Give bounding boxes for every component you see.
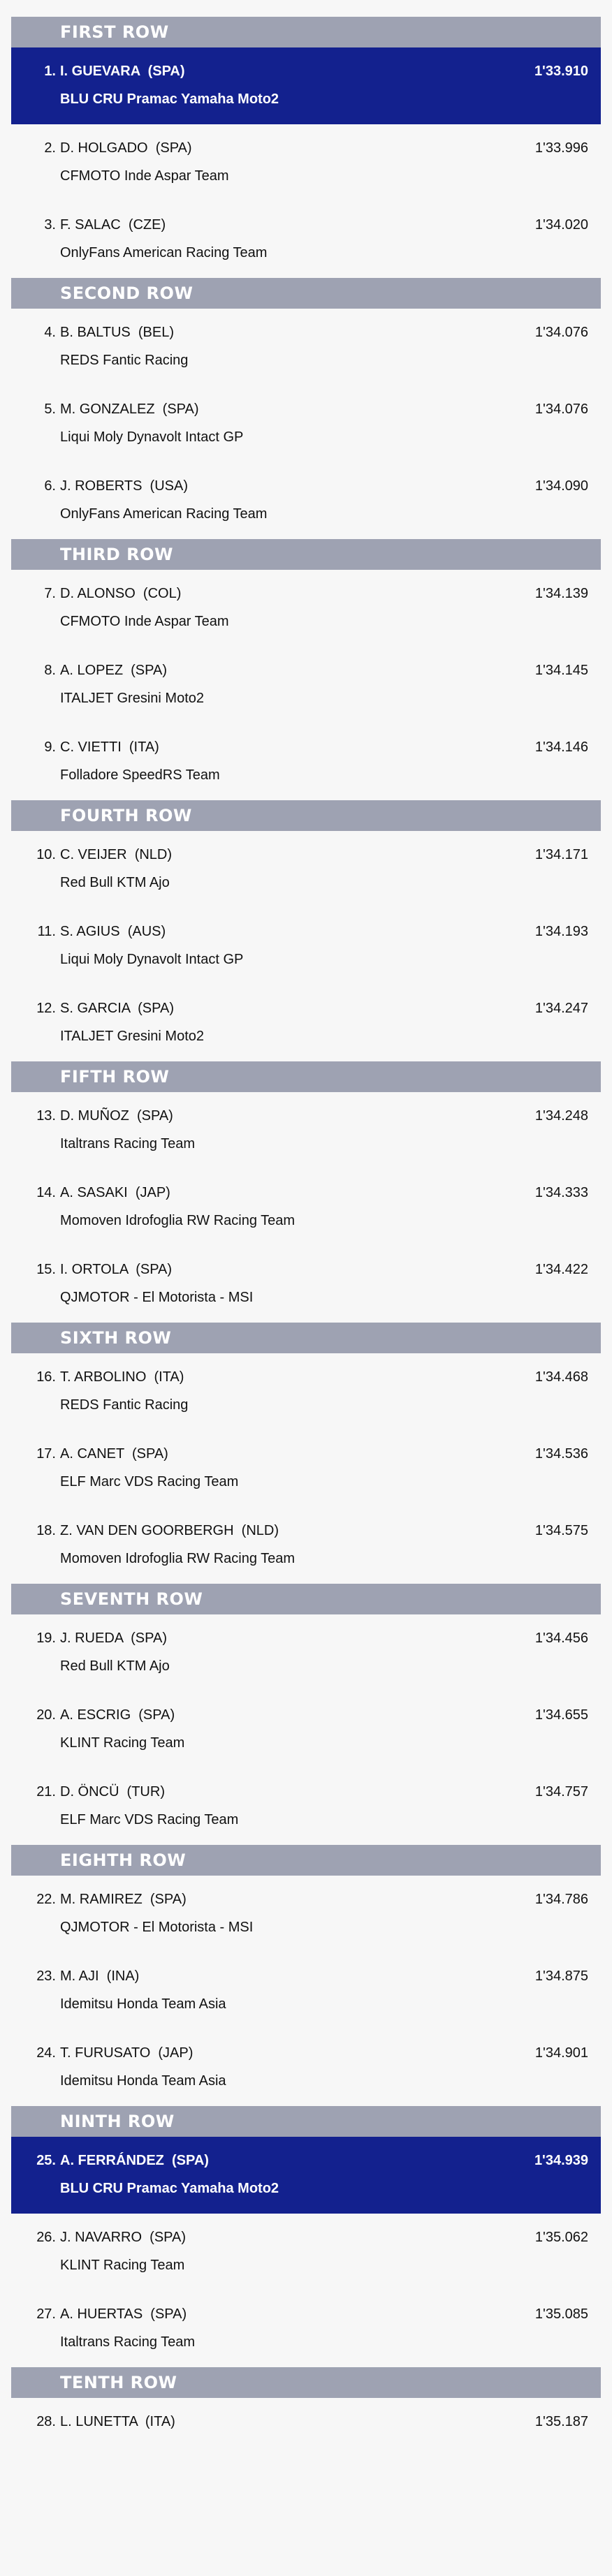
rider-entry [11, 831, 601, 908]
rider-team: CFMOTO Inde Aspar Team [60, 614, 229, 629]
rider-team: Italtrans Racing Team [60, 1136, 196, 1151]
rider-name: A. FERRÁNDEZ (SPA) [60, 2153, 209, 2168]
grid-row-group [0, 1061, 612, 1323]
grid-row-group [0, 1845, 612, 2106]
rider-name: M. GONZALEZ (SPA) [60, 402, 199, 417]
rider-lap-time: 1'34.575 [534, 1523, 588, 1538]
rider-entry [11, 1169, 601, 1246]
rider-entry [11, 1353, 601, 1430]
rider-entry [11, 201, 601, 278]
rider-position: 2. [44, 140, 56, 156]
rider-name: S. AGIUS (AUS) [60, 924, 166, 939]
rider-position: 5. [44, 402, 56, 417]
rider-position: 4. [44, 325, 56, 340]
rider-position: 6. [44, 478, 56, 494]
rider-team: REDS Fantic Racing [60, 1397, 189, 1413]
rider-team: Folladore SpeedRS Team [60, 767, 220, 783]
rider-team: CFMOTO Inde Aspar Team [60, 168, 229, 184]
rider-lap-time: 1'33.910 [534, 64, 588, 79]
rider-name: A. ESCRIG (SPA) [60, 1707, 175, 1723]
rider-lap-time: 1'33.996 [534, 140, 588, 156]
rider-position: 23. [36, 1968, 56, 1984]
rider-position: 11. [37, 924, 56, 939]
rider-team: OnlyFans American Racing Team [60, 245, 268, 260]
rider-team: KLINT Racing Team [60, 1735, 185, 1751]
rider-entry [11, 1507, 601, 1584]
rider-lap-time: 1'34.939 [534, 2153, 588, 2168]
rider-team: KLINT Racing Team [60, 2258, 185, 2273]
rider-entry [11, 1768, 601, 1845]
rider-position: 9. [44, 739, 56, 755]
grid-row-group [0, 1584, 612, 1845]
rider-position: 8. [44, 663, 56, 678]
rider-lap-time: 1'35.062 [534, 2230, 588, 2245]
rider-position: 3. [44, 217, 56, 233]
rider-entry [11, 1092, 601, 1169]
rider-team: Liqui Moly Dynavolt Intact GP [60, 952, 244, 967]
rider-name: A. LOPEZ (SPA) [60, 663, 167, 678]
grid-row-header: FOURTH ROW [11, 800, 601, 831]
rider-name: Z. VAN DEN GOORBERGH (NLD) [60, 1523, 279, 1538]
rider-name: B. BALTUS (BEL) [60, 325, 175, 340]
rider-position: 15. [36, 1262, 56, 1277]
rider-name: L. LUNETTA (ITA) [60, 2414, 175, 2429]
rider-name: C. VEIJER (NLD) [60, 847, 173, 862]
rider-name: A. HUERTAS (SPA) [60, 2306, 187, 2322]
rider-entry [11, 462, 601, 539]
rider-position: 28. [36, 2414, 56, 2429]
rider-position: 21. [36, 1784, 56, 1799]
grid-row-header: TENTH ROW [11, 2367, 601, 2398]
rider-lap-time: 1'34.757 [534, 1784, 588, 1799]
rider-team: Red Bull KTM Ajo [60, 1658, 170, 1674]
rider-entry [11, 1691, 601, 1768]
rider-entry-highlighted [11, 47, 601, 124]
rider-team: Liqui Moly Dynavolt Intact GP [60, 429, 244, 445]
rider-name: M. AJI (INA) [60, 1968, 140, 1984]
rider-entry [11, 1876, 601, 1952]
rider-name: M. RAMIREZ (SPA) [60, 1892, 187, 1907]
rider-lap-time: 1'34.655 [534, 1707, 588, 1723]
rider-team: OnlyFans American Racing Team [60, 506, 268, 522]
rider-lap-time: 1'34.146 [534, 739, 588, 755]
rider-name: D. ÖNCÜ (TUR) [60, 1784, 165, 1799]
rider-name: S. GARCIA (SPA) [60, 1001, 174, 1016]
rider-position: 1. [44, 64, 56, 79]
rider-lap-time: 1'34.786 [534, 1892, 588, 1907]
rider-position: 17. [36, 1446, 56, 1462]
rider-name: C. VIETTI (ITA) [60, 739, 159, 755]
rider-lap-time: 1'34.901 [534, 2045, 588, 2061]
rider-entry [11, 908, 601, 985]
grid-row-header: SECOND ROW [11, 278, 601, 309]
rider-entry [11, 1952, 601, 2029]
rider-lap-time: 1'34.139 [534, 586, 588, 601]
rider-position: 24. [36, 2045, 56, 2061]
rider-team: ELF Marc VDS Racing Team [60, 1812, 239, 1827]
rider-position: 10. [36, 847, 56, 862]
rider-entry [11, 2214, 601, 2290]
rider-team: ITALJET Gresini Moto2 [60, 1029, 204, 1044]
rider-team: QJMOTOR - El Motorista - MSI [60, 1920, 254, 1935]
rider-lap-time: 1'34.076 [534, 325, 588, 340]
rider-position: 26. [36, 2230, 56, 2245]
grid-row-header: THIRD ROW [11, 539, 601, 570]
rider-lap-time: 1'35.187 [534, 2414, 588, 2429]
rider-team: ELF Marc VDS Racing Team [60, 1474, 239, 1489]
grid-row-group [0, 539, 612, 800]
rider-position: 7. [44, 586, 56, 601]
rider-entry [11, 985, 601, 1061]
rider-lap-time: 1'34.171 [534, 847, 588, 862]
rider-lap-time: 1'34.456 [534, 1631, 588, 1646]
rider-entry [11, 2029, 601, 2106]
rider-name: J. NAVARRO (SPA) [60, 2230, 187, 2245]
rider-entry [11, 1430, 601, 1507]
rider-team: Red Bull KTM Ajo [60, 875, 170, 890]
rider-entry [11, 647, 601, 723]
rider-lap-time: 1'34.090 [534, 478, 588, 494]
grid-row-group [0, 800, 612, 1061]
grid-row-group [0, 2367, 612, 2475]
rider-entry [11, 1614, 601, 1691]
rider-position: 12. [36, 1001, 56, 1016]
rider-position: 16. [36, 1369, 56, 1385]
rider-entry-highlighted [11, 2137, 601, 2214]
rider-team: QJMOTOR - El Motorista - MSI [60, 1290, 254, 1305]
rider-lap-time: 1'34.076 [534, 402, 588, 417]
rider-name: F. SALAC (CZE) [60, 217, 166, 233]
rider-team: ITALJET Gresini Moto2 [60, 691, 204, 706]
rider-position: 20. [36, 1707, 56, 1723]
grid-row-group [0, 1323, 612, 1584]
rider-name: T. ARBOLINO (ITA) [60, 1369, 184, 1385]
rider-team: Italtrans Racing Team [60, 2334, 196, 2350]
rider-name: A. CANET (SPA) [60, 1446, 168, 1462]
rider-entry [11, 2290, 601, 2367]
rider-team: Momoven Idrofoglia RW Racing Team [60, 1213, 296, 1228]
grid-row-header: FIFTH ROW [11, 1061, 601, 1092]
rider-position: 22. [36, 1892, 56, 1907]
rider-entry [11, 570, 601, 647]
rider-position: 27. [36, 2306, 56, 2322]
rider-lap-time: 1'35.085 [534, 2306, 588, 2322]
rider-name: I. ORTOLA (SPA) [60, 1262, 173, 1277]
rider-lap-time: 1'34.145 [534, 663, 588, 678]
rider-lap-time: 1'34.248 [534, 1108, 588, 1124]
rider-lap-time: 1'34.422 [534, 1262, 588, 1277]
rider-name: A. SASAKI (JAP) [60, 1185, 170, 1200]
rider-position: 18. [36, 1523, 56, 1538]
rider-name: T. FURUSATO (JAP) [60, 2045, 194, 2061]
grid-row-header: NINTH ROW [11, 2106, 601, 2137]
rider-name: I. GUEVARA (SPA) [60, 64, 185, 79]
rider-entry [11, 2398, 601, 2475]
rider-lap-time: 1'34.247 [534, 1001, 588, 1016]
rider-name: D. MUÑOZ (SPA) [60, 1108, 173, 1124]
grid-row-group [0, 17, 612, 278]
rider-entry [11, 124, 601, 201]
rider-team: BLU CRU Pramac Yamaha Moto2 [60, 2181, 279, 2196]
rider-name: D. HOLGADO (SPA) [60, 140, 192, 156]
rider-name: D. ALONSO (COL) [60, 586, 182, 601]
grid-row-header: SIXTH ROW [11, 1323, 601, 1353]
grid-row-group [0, 278, 612, 539]
rider-team: Idemitsu Honda Team Asia [60, 2073, 226, 2089]
grid-row-header: EIGHTH ROW [11, 1845, 601, 1876]
rider-position: 25. [36, 2153, 56, 2168]
rider-lap-time: 1'34.193 [534, 924, 588, 939]
rider-lap-time: 1'34.875 [534, 1968, 588, 1984]
rider-entry [11, 309, 601, 385]
rider-lap-time: 1'34.333 [534, 1185, 588, 1200]
rider-position: 19. [36, 1631, 56, 1646]
rider-position: 14. [36, 1185, 56, 1200]
rider-entry [11, 723, 601, 800]
rider-entry [11, 385, 601, 462]
grid-row-header: SEVENTH ROW [11, 1584, 601, 1614]
rider-name: J. RUEDA (SPA) [60, 1631, 167, 1646]
rider-team: Momoven Idrofoglia RW Racing Team [60, 1551, 296, 1566]
grid-row-group [0, 2106, 612, 2367]
grid-row-header: FIRST ROW [11, 17, 601, 47]
rider-team: REDS Fantic Racing [60, 353, 189, 368]
rider-lap-time: 1'34.536 [534, 1446, 588, 1462]
rider-position: 13. [36, 1108, 56, 1124]
rider-lap-time: 1'34.468 [534, 1369, 588, 1385]
rider-team: Idemitsu Honda Team Asia [60, 1996, 226, 2012]
rider-lap-time: 1'34.020 [534, 217, 588, 233]
rider-team: BLU CRU Pramac Yamaha Moto2 [60, 91, 279, 107]
rider-name: J. ROBERTS (USA) [60, 478, 188, 494]
rider-entry [11, 1246, 601, 1323]
